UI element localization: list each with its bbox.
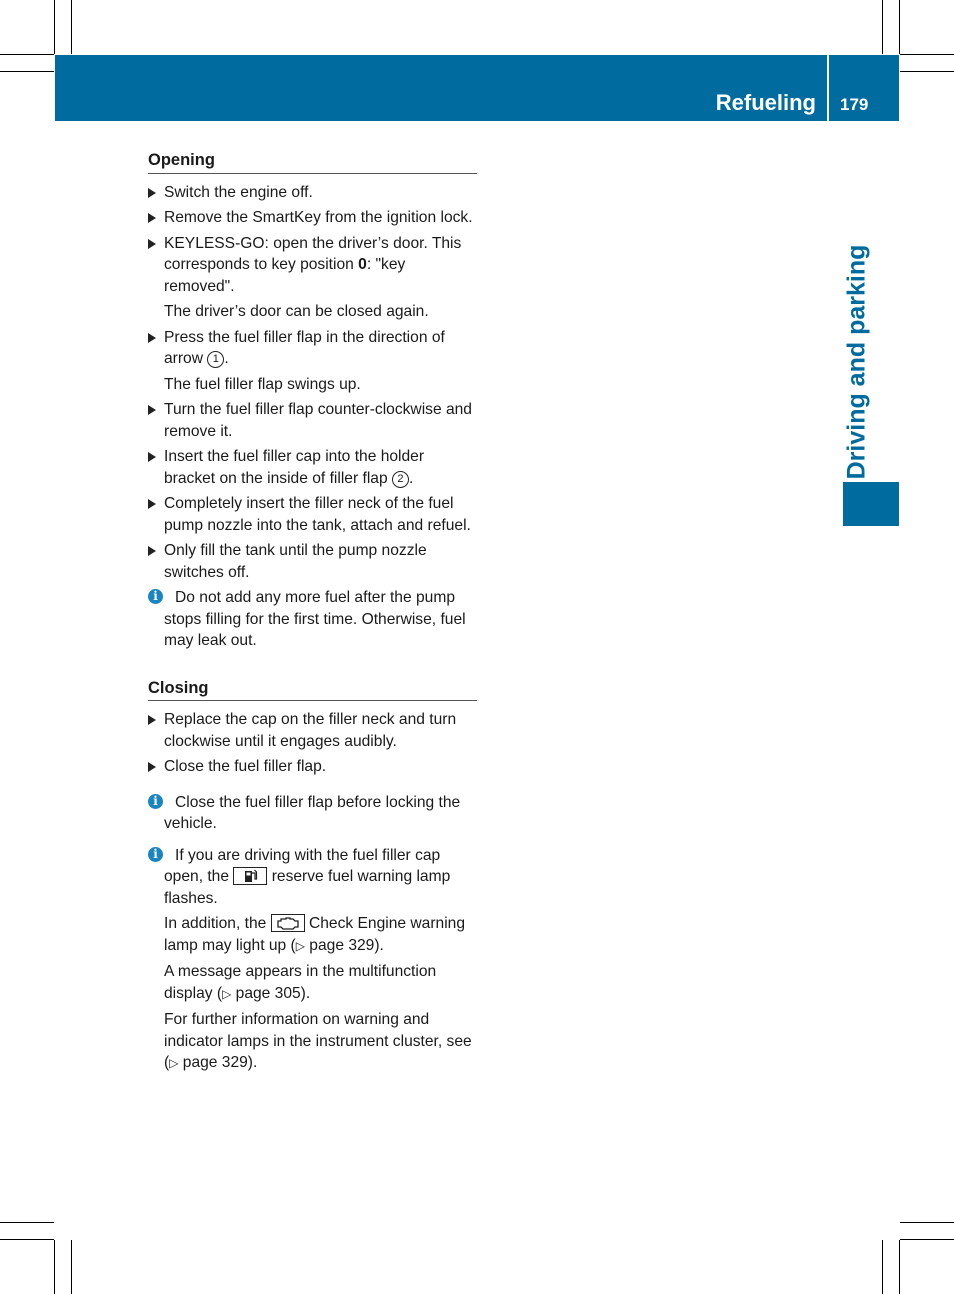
step-item: Switch the engine off. (148, 182, 477, 204)
section-tab-label: Driving and parking (842, 244, 871, 480)
step-item: KEYLESS-GO: open the driver’s door. This corresponds to key position 0: "key removed". (148, 233, 477, 298)
crop-mark (900, 1222, 954, 1223)
info-note: i Do not add any more fuel after the pump stops filling for the first time. Otherwise, fuel may leak out. (148, 587, 477, 652)
section-heading-opening: Opening (148, 150, 477, 174)
info-icon: i (148, 589, 163, 604)
info-note: i If you are driving with the fuel filler cap open, the reserve fuel warning lamp flashes. (148, 845, 477, 910)
crop-mark (0, 54, 54, 55)
triangle-right-icon (148, 333, 156, 343)
triangle-right-icon (148, 499, 156, 509)
triangle-right-icon (148, 546, 156, 556)
crop-mark (71, 0, 72, 54)
step-item: Only fill the tank until the pump nozzle switches off. (148, 540, 477, 583)
crop-mark (899, 1240, 900, 1294)
crop-mark (0, 1222, 54, 1223)
step-item: Completely insert the filler neck of the fuel pump nozzle into the tank, attach and refuel. (148, 493, 477, 536)
callout-number: 2 (392, 471, 409, 488)
info-icon: i (148, 847, 163, 862)
crop-mark (54, 0, 55, 54)
step-item: Remove the SmartKey from the ignition lock. (148, 207, 477, 229)
crop-mark (900, 54, 954, 55)
header-divider (827, 55, 829, 121)
crop-mark (882, 1240, 883, 1294)
info-note: i Close the fuel filler flap before locking the vehicle. (148, 792, 477, 835)
page-ref-icon: ▷ (169, 1056, 179, 1070)
triangle-right-icon (148, 239, 156, 249)
key-position: 0 (358, 256, 367, 273)
crop-mark (900, 1239, 954, 1240)
section-heading-closing: Closing (148, 678, 477, 702)
step-result: The driver’s door can be closed again. (164, 303, 429, 320)
page-number: 179 (840, 95, 869, 114)
note-paragraph: In addition, the Check Engine warning lamp may light up (▷ page 329). (164, 915, 466, 954)
step-item: Turn the fuel filler flap counter-clockwise and remove it. (148, 399, 477, 442)
note-paragraph: A message appears in the multifunction display (▷ page 305). (164, 963, 437, 1002)
page-ref-icon: ▷ (222, 986, 232, 1001)
step-item: Close the fuel filler flap. (148, 756, 477, 778)
triangle-right-icon (148, 715, 156, 725)
triangle-right-icon (148, 405, 156, 415)
fuel-pump-icon (233, 867, 267, 885)
crop-mark (899, 0, 900, 54)
info-icon: i (148, 794, 163, 809)
crop-mark (900, 71, 954, 72)
section-tab-marker (843, 482, 899, 526)
triangle-right-icon (148, 452, 156, 462)
crop-mark (0, 1239, 54, 1240)
step-result: The fuel filler flap swings up. (164, 375, 361, 393)
crop-mark (0, 71, 54, 72)
step-item: Insert the fuel filler cap into the holder bracket on the inside of filler flap 2 . (148, 446, 477, 489)
page-ref-icon: ▷ (295, 938, 305, 953)
check-engine-icon (271, 914, 305, 932)
callout-number: 1 (207, 351, 224, 368)
step-item: Replace the cap on the filler neck and turn clockwise until it engages audibly. (148, 709, 477, 752)
main-column (148, 150, 477, 1079)
crop-mark (54, 1240, 55, 1294)
step-item: Press the fuel filler flap in the direction of arrow 1 . (148, 327, 477, 370)
crop-mark (71, 1240, 72, 1294)
chapter-title: Refueling (715, 90, 816, 115)
triangle-right-icon (148, 188, 156, 198)
crop-mark (882, 0, 883, 54)
triangle-right-icon (148, 213, 156, 223)
note-paragraph: For further information on warning and indicator lamps in the instrument cluster, see (▷ page 329). (164, 1011, 472, 1071)
triangle-right-icon (148, 762, 156, 772)
